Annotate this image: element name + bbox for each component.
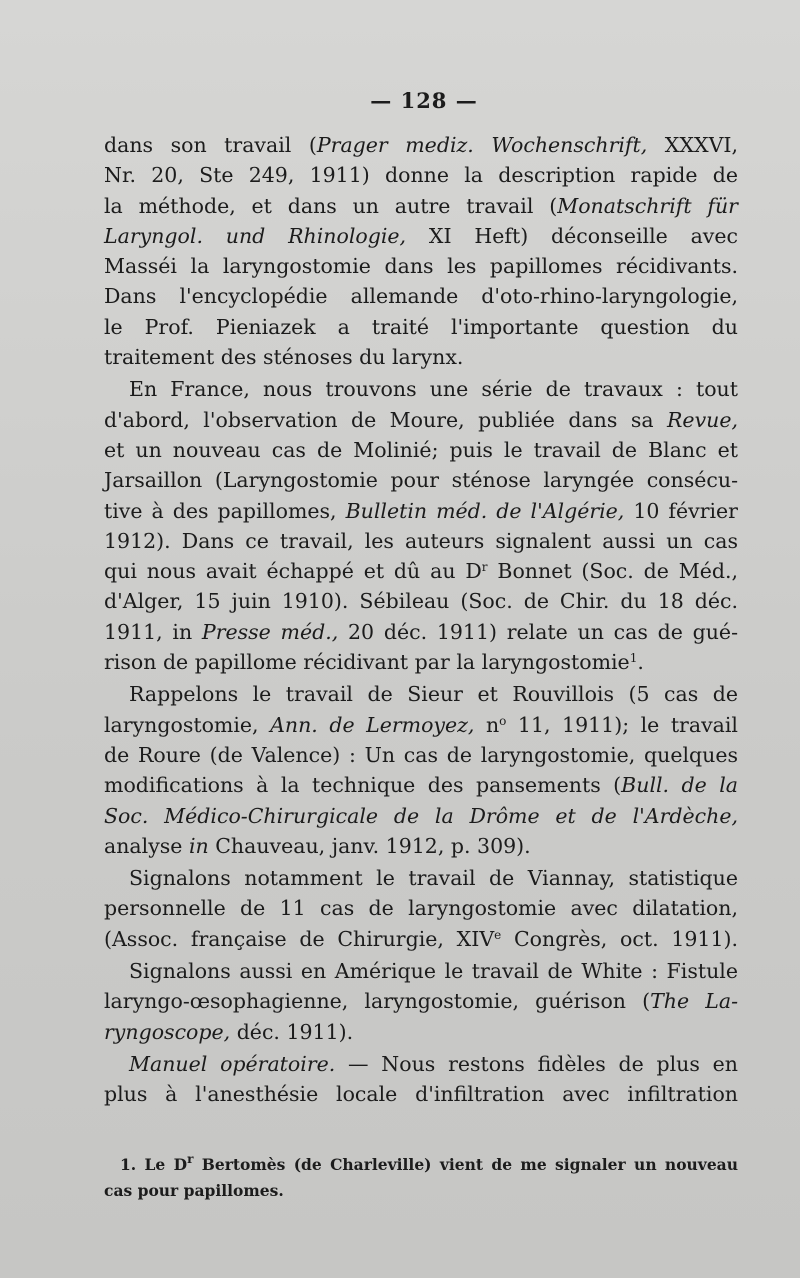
italic-text: Ann. de Lermoyez, bbox=[270, 712, 475, 737]
text-line: 1912). Dans ce travail, les auteurs signalent aussi un cas bbox=[104, 528, 738, 553]
footnote bbox=[104, 1152, 738, 1204]
italic-text: Soc. Médico-Chirurgicale de la Drôme et de l'Ardèche, bbox=[104, 803, 738, 828]
text-line: Nr. 20, Ste 249, 1911) donne la description rapide de bbox=[104, 163, 738, 188]
page-number: — 128 — bbox=[370, 88, 478, 113]
text-line: le Prof. Pieniazek a traité l'importante question du bbox=[104, 314, 738, 339]
superscript: 1 bbox=[629, 651, 638, 666]
text-line: Signalons notamment le travail de Viannay, statistique bbox=[129, 866, 738, 891]
text-line: la méthode, et dans un autre travail (Monatschrift für bbox=[104, 193, 738, 218]
superscript: r bbox=[481, 560, 488, 575]
text-line: Manuel opératoire. — Nous restons fidèles de plus en bbox=[129, 1051, 738, 1076]
footnote-line: cas pour papillomes. bbox=[104, 1181, 284, 1200]
text-line: laryngostomie, Ann. de Lermoyez, $n^o$ 11, 1911); le travail bbox=[104, 712, 738, 737]
text-line: et un nouveau cas de Molinié; puis le travail de Blanc et bbox=[104, 437, 738, 462]
text-line: traitement des sténoses du larynx. bbox=[104, 345, 464, 370]
text-line: Rappelons le travail de Sieur et Rouvillois (5 cas de bbox=[129, 682, 738, 707]
text-line: laryngo-œsophagienne, laryngostomie, guérison (The La- bbox=[104, 989, 738, 1014]
text-line: Signalons aussi en Amérique le travail de White : Fistule bbox=[129, 959, 738, 984]
text-line: d'abord, l'observation de Moure, publiée dans sa Revue, bbox=[104, 407, 738, 432]
italic-text: Revue, bbox=[667, 407, 738, 432]
text-line: personnelle de 11 cas de laryngostomie avec dilatation, bbox=[104, 896, 738, 921]
text-line: modifications à la technique des pansements (Bull. de la bbox=[104, 773, 738, 798]
text-line: ryngoscope, déc. 1911). bbox=[104, 1019, 354, 1044]
text-line: En France, nous trouvons une série de travaux : tout bbox=[129, 377, 738, 402]
footnote-line: 1. Le $D^r$ Bertomès (de Charleville) vient de me signaler un nouveau bbox=[120, 1152, 738, 1174]
italic-text: Bulletin méd. de l'Algérie, bbox=[345, 498, 625, 523]
text-line: Masséi la laryngostomie dans les papillomes récidivants. bbox=[104, 254, 738, 279]
italic-text: in bbox=[188, 833, 209, 858]
italic-text: The La- bbox=[650, 989, 738, 1014]
superscript: e bbox=[494, 927, 502, 942]
italic-text: Laryngol. und Rhinologie, bbox=[104, 223, 407, 248]
text-line: Laryngol. und Rhinologie, XI Heft) déconseille avec bbox=[104, 223, 738, 248]
text-line: 1911, in Presse méd., 20 déc. 1911) relate un cas de gué- bbox=[104, 619, 738, 644]
text-line: tive à des papillomes, Bulletin méd. de l'Algérie, 10 février bbox=[104, 498, 738, 523]
italic-text: Manuel opératoire. bbox=[129, 1051, 336, 1076]
italic-text: ryngoscope, bbox=[104, 1019, 231, 1044]
text-line: rison de papillome récidivant par la laryngostomie$^1$. bbox=[104, 650, 644, 675]
italic-text: Prager mediz. Wochenschrift, bbox=[316, 133, 648, 157]
text-line: de Roure (de Valence) : Un cas de laryngostomie, quelques bbox=[104, 742, 738, 767]
text-line: Jarsaillon (Laryngostomie pour sténose laryngée consécu- bbox=[104, 468, 738, 493]
italic-text: Presse méd., bbox=[201, 619, 339, 644]
text-line: d'Alger, 15 juin 1910). Sébileau (Soc. de Chir. du 18 déc. bbox=[104, 589, 738, 614]
text-line: qui nous avait échappé et dû au $D^r$ Bonnet (Soc. de Méd., bbox=[104, 559, 738, 584]
text-line: plus à l'anesthésie locale d'infiltration avec infiltration bbox=[104, 1082, 738, 1107]
text-line bbox=[104, 801, 738, 831]
text-line: dans son travail (Prager mediz. Wochenschrift, XXXVI, bbox=[104, 133, 738, 157]
superscript: o bbox=[499, 713, 507, 728]
text-line: analyse in Chauveau, janv. 1912, p. 309). bbox=[104, 833, 531, 858]
body-text bbox=[104, 130, 738, 1110]
italic-text: Monatschrift für bbox=[557, 193, 738, 218]
superscript: r bbox=[187, 1152, 194, 1166]
text-line: Dans l'encyclopédie allemande d'oto-rhino-laryngologie, bbox=[104, 284, 738, 309]
italic-text: Bull. de la bbox=[621, 773, 738, 798]
text-line: (Assoc. française de Chirurgie, XIVe Congrès, oct. 1911). bbox=[104, 926, 739, 951]
